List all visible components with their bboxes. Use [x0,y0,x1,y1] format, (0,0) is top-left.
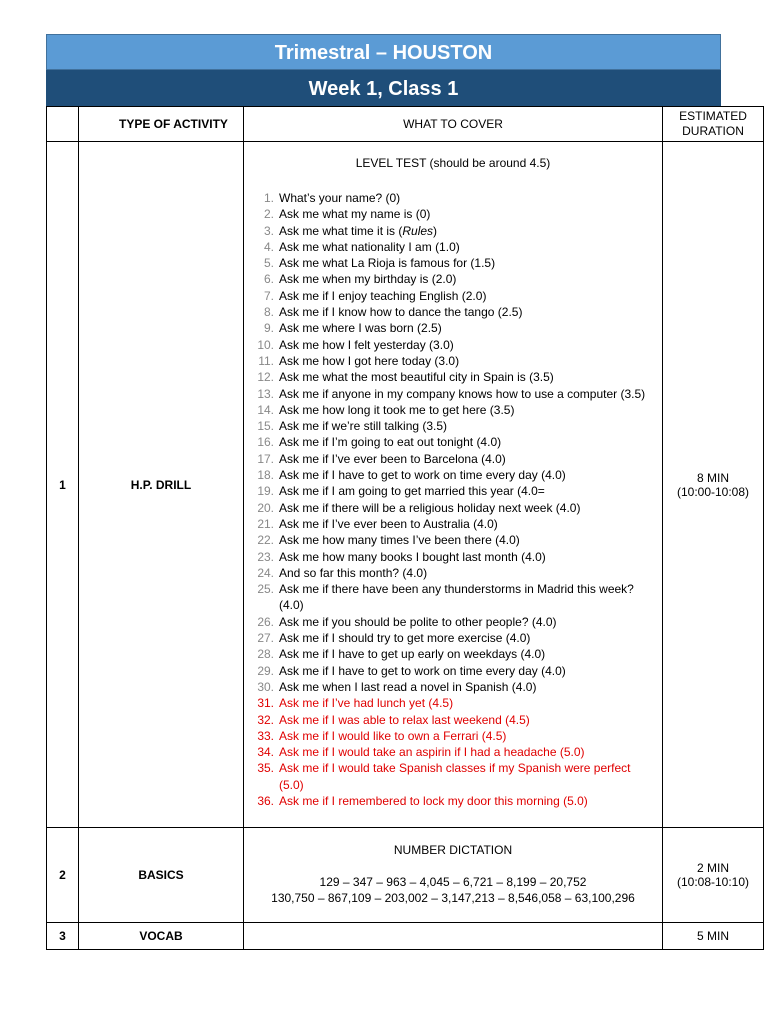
question-text-main: Ask me how I got here today (3.0) [279,353,460,368]
activity-type: BASICS [79,828,244,923]
question-text [279,271,654,287]
question-number: 23. [257,549,274,564]
question-item [249,320,654,336]
question-text [279,369,654,385]
question-item [249,695,654,711]
plan-title: Trimestral – HOUSTON [46,34,721,70]
question-number: 32. [257,712,274,727]
question-number: 21. [257,516,274,531]
dictation-line-2: 130,750 – 867,109 – 203,002 – 3,147,213 – 8,546,058 – 63,100,296 [271,891,635,906]
question-number: 28. [257,647,274,662]
question-text-main: Ask me if I should try to get more exercise (4.0) [279,631,531,646]
level-test-title: LEVEL TEST (should be around 4.5) [355,156,551,170]
duration-minutes: 2 MIN [696,861,729,876]
question-text [279,663,654,679]
question-text-main: Ask me if I remembered to lock my door this morning (5.0) [279,793,588,808]
question-text [279,679,654,695]
what-to-cover-cell [244,142,663,828]
question-text [279,304,654,320]
question-text-main: Ask me what my name is (0) [279,207,431,222]
question-number: 4. [263,239,274,254]
question-item [249,679,654,695]
question-number: 15. [257,419,274,434]
question-item [249,516,654,532]
question-text-main: Ask me how I felt yesterday (3.0) [279,337,454,352]
duration-cell [663,923,764,950]
header-estimated-duration [663,107,764,142]
question-item [249,369,654,385]
question-text-main: Ask me if anyone in my company knows how to use a computer (3.5) [279,386,646,401]
question-item [249,386,654,402]
header-duration-line2: DURATION [682,124,744,138]
what-to-cover-cell [244,828,663,923]
question-number: 1. [263,191,274,205]
question-item [249,223,654,239]
question-number: 19. [257,484,274,499]
question-number: 2. [263,207,274,222]
question-text [279,614,654,630]
question-number: 5. [263,256,274,271]
question-text-main: Ask me what time it is ( [279,223,403,238]
question-text-main: And so far this month? (4.0) [279,565,428,580]
question-number: 31. [257,696,274,711]
question-text [279,744,654,760]
question-text-main: Ask me if I would take an aspirin if I had a headache (5.0) [279,745,585,760]
question-item [249,663,654,679]
question-item [249,418,654,434]
question-text-main: Ask me what the most beautiful city in Spain is (3.5) [279,370,554,385]
header-type-of-activity: TYPE OF ACTIVITY [79,107,244,142]
question-text-main: Ask me if I have to get to work on time every day (4.0) [279,468,566,483]
table-row [47,923,764,950]
question-text-tail: ) [433,223,438,238]
question-text [279,223,654,239]
question-number: 7. [263,288,274,303]
activity-type: VOCAB [79,923,244,950]
question-number: 18. [257,468,274,483]
question-item [249,728,654,744]
header-number-cell [47,107,79,142]
question-text-main: Ask me what nationality I am (1.0) [279,239,460,254]
question-text [279,190,654,206]
question-item [249,288,654,304]
question-number: 27. [257,631,274,646]
question-text-main: Ask me if there have been any thunderstorms in Madrid this week? (4.0) [279,582,634,613]
question-text [279,630,654,646]
activity-type: H.P. DRILL [79,142,244,828]
question-number: 25. [257,582,274,597]
question-text-main: Ask me if I’ve had lunch yet (4.5) [279,696,454,711]
question-text-main: Ask me if I have to get to work on time every day (4.0) [279,663,566,678]
question-text-main: Ask me if I have to get up early on weekdays (4.0) [279,647,546,662]
question-item [249,402,654,418]
question-text [279,451,654,467]
question-item [249,467,654,483]
question-text [279,760,654,793]
question-number: 35. [257,761,274,776]
question-item [249,581,654,614]
number-dictation [244,828,662,922]
question-text-main: Ask me when I last read a novel in Spanish (4.0) [279,679,537,694]
question-text [279,532,654,548]
question-item [249,646,654,662]
question-text-main: Ask me if I would take Spanish classes if my Spanish were perfect (5.0) [279,761,631,792]
table-row [47,828,764,923]
question-text [279,434,654,450]
question-number: 24. [257,565,274,580]
question-text [279,255,654,271]
table-row [47,142,764,828]
question-text [279,500,654,516]
question-item [249,532,654,548]
question-item [249,549,654,565]
question-number: 14. [257,402,274,417]
question-item [249,565,654,581]
question-item [249,630,654,646]
question-number: 8. [263,305,274,320]
question-number: 33. [257,728,274,743]
duration-minutes: 8 MIN [696,470,729,485]
question-number: 3. [263,223,274,238]
question-number: 13. [257,386,274,401]
question-text-main: Ask me what La Rioja is famous for (1.5) [279,256,496,271]
question-item [249,255,654,271]
question-text [279,565,654,581]
question-number: 17. [257,451,274,466]
question-number: 16. [257,435,274,450]
number-dictation-title: NUMBER DICTATION [393,843,513,858]
question-item [249,239,654,255]
question-text-main: Ask me how long it took me to get here (3.5) [279,402,515,417]
question-number: 6. [263,272,274,287]
question-text [279,418,654,434]
question-number: 12. [257,370,274,385]
question-text-main: Ask me if you should be polite to other people? (4.0) [279,614,557,629]
dictation-line-1: 129 – 347 – 963 – 4,045 – 6,721 – 8,199 – 20,752 [319,875,587,890]
question-text-main: Ask me if there will be a religious holiday next week (4.0) [279,500,581,515]
question-item [249,614,654,630]
question-text [279,483,654,499]
question-text [279,695,654,711]
question-item [249,190,654,206]
question-text-main: Ask me if I’ve ever been to Australia (4.0) [279,516,498,531]
question-number: 10. [257,337,274,352]
question-text-main: Ask me if I’m going to eat out tonight (4.0) [279,435,502,450]
question-text [279,646,654,662]
question-text-main: Ask me how many books I bought last month (4.0) [279,549,546,564]
question-item [249,337,654,353]
question-item [249,744,654,760]
question-text-main: Ask me if I would like to own a Ferrari (4.5) [279,728,507,743]
duration-cell [663,828,764,923]
header-duration-line1: ESTIMATED [679,109,747,123]
question-text [279,337,654,353]
question-text-main: Ask me if I know how to dance the tango (2.5) [279,305,523,320]
week-class-heading: Week 1, Class 1 [46,70,721,106]
question-number: 20. [257,500,274,515]
question-text-main: Ask me how many times I’ve been there (4.0) [279,533,520,548]
question-number: 34. [257,745,274,760]
row-number: 2 [47,828,79,923]
row-number: 1 [47,142,79,828]
question-text [279,581,654,614]
question-text-main: What’s your name? (0) [279,191,401,205]
question-text [279,516,654,532]
question-item [249,483,654,499]
question-item [249,304,654,320]
question-number: 22. [257,533,274,548]
question-text-main: Ask me if I’ve ever been to Barcelona (4.0) [279,451,506,466]
question-text [279,712,654,728]
question-number: 30. [257,679,274,694]
duration-time-range: (10:00-10:08) [676,484,750,499]
question-text [279,239,654,255]
question-number: 26. [257,614,274,629]
question-text-main: Ask me where I was born (2.5) [279,321,442,336]
question-text [279,402,654,418]
question-text [279,793,654,809]
duration-minutes: 5 MIN [696,929,729,944]
lesson-plan-sheet [46,34,750,950]
question-text [279,288,654,304]
question-text [279,386,654,402]
question-text [279,467,654,483]
question-item [249,451,654,467]
question-text [279,206,654,222]
question-item [249,353,654,369]
question-number: 9. [263,321,274,336]
duration-cell [663,142,764,828]
question-item [249,206,654,222]
question-number: 11. [258,353,274,368]
question-item [249,500,654,516]
question-item [249,760,654,793]
duration-time-range: (10:08-10:10) [676,875,750,890]
question-text-main: Ask me if I am going to get married this year (4.0= [279,484,545,499]
header-what-to-cover: WHAT TO COVER [244,107,663,142]
question-text-main: Ask me if we’re still talking (3.5) [279,419,448,434]
question-text [279,353,654,369]
question-list [244,190,662,827]
activity-table [46,106,764,950]
table-header-row [47,107,764,142]
what-to-cover-cell [244,923,663,950]
question-text [279,320,654,336]
question-text [279,549,654,565]
question-text-main: Ask me when my birthday is (2.0) [279,272,457,287]
question-text-main: Ask me if I enjoy teaching English (2.0) [279,288,487,303]
question-item [249,793,654,809]
question-item [249,271,654,287]
question-text-italic: Rules [402,223,434,238]
question-item [249,434,654,450]
question-text [279,728,654,744]
row-number: 3 [47,923,79,950]
question-text-main: Ask me if I was able to relax last weekend (4.5) [279,712,530,727]
question-item [249,712,654,728]
question-number: 36. [257,793,274,808]
question-number: 29. [257,663,274,678]
